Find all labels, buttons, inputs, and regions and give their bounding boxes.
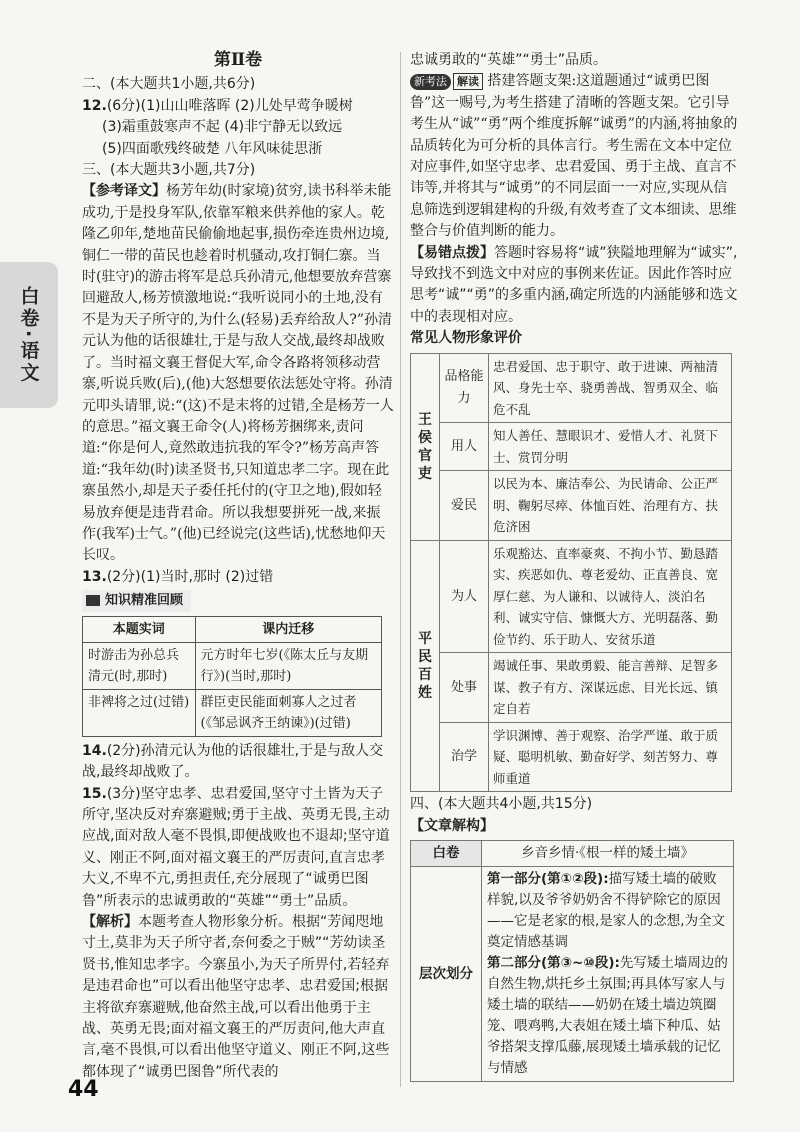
q15-continuation: 忠诚勇敢的“英雄”“勇士”品质。 (410, 52, 608, 68)
common-evaluation-title: 常见人物形象评价 (410, 330, 522, 347)
part-2: 第二部分(第③~⑩段):先写矮土墙周边的自然生物,烘托乡土氛围;再具体写家人与矮土墙的联结——奶奶在矮土墙边筑圈笼、喂鸡鸭,大表姐在矮土墙下种瓜、姑爷搭架支撑瓜藤,展现矮土墙承载的记忆与情感 (487, 955, 728, 1076)
trait-list-cell: 乐观豁达、直率豪爽、不拘小节、勤恳踏实、疾恶如仇、尊老爱幼、正直善良、宽厚仁慈、为人谦和、以诚待人、淡泊名利、诚实守信、慷慨大方、光明磊落、勤俭节约、乐于助人、安贫乐道 (489, 540, 732, 653)
section-3-heading: 三、(本大题共3小题,共7分) (82, 162, 256, 179)
trait-list-cell: 竭诚任事、果敢勇毅、能言善辩、足智多谋、教子有方、深谋远虑、目光长远、镇定自若 (489, 653, 732, 723)
subcategory-cell: 为人 (440, 540, 489, 653)
table-row (411, 867, 734, 1082)
read-tag: 解读 (453, 73, 483, 90)
section-2-heading: 二、(本大题共1小题,共6分) (82, 76, 256, 93)
subcategory-cell: 爱民 (440, 471, 489, 541)
table-cell: 元方时年七岁(《陈太丘与友期行》)(当时,那时) (195, 642, 381, 689)
left-column (82, 50, 394, 1083)
table-row (411, 540, 732, 653)
table-cell: 非裨将之过(过错) (83, 689, 196, 736)
table-cell: 时游击为孙总兵清元(时,那时) (83, 642, 196, 689)
table-header-cell: 本题实词 (83, 616, 196, 642)
table-row (411, 423, 732, 471)
trait-list-cell: 以民为本、廉洁奉公、为民请命、公正严明、鞠躬尽瘁、体恤百姓、治理有方、扶危济困 (489, 471, 732, 541)
table-cell (482, 867, 734, 1082)
table-header-cell: 课内迁移 (195, 616, 381, 642)
subcategory-cell: 品格能力 (440, 353, 489, 423)
table-row (411, 471, 732, 541)
q12-line-3: (5)四面歌残终破楚 八年风味徒思浙 (102, 140, 323, 157)
part-1: 第一部分(第①②段):描写矮土墙的破败样貌,以及爷爷奶奶舍不得铲除它的原因——它是老家的根,是家人的念想,为全文奠定情感基调 (487, 871, 726, 950)
error-tip: 【易错点拨】答题时容易将“诚”狭隘地理解为“诚实”,导致找不到选文中对应的事例来佐证。因此作答时应思考“诚”“勇”的多重内涵,确定所选的内涵能够和选文中的表现相对应。 (410, 244, 738, 325)
trait-list-cell: 知人善任、慧眼识才、爱惜人才、礼贤下士、赏罚分明 (489, 423, 732, 471)
subcategory-cell: 处事 (440, 653, 489, 723)
table-cell: 乡音乡情·《根一样的矮土墙》 (482, 841, 734, 867)
column-divider (400, 52, 401, 1087)
trait-list-cell: 学识渊博、善于观察、治学严谨、敢于质疑、聪明机敏、勤奋好学、刻苦努力、尊师重道 (489, 722, 732, 792)
table-row (411, 353, 732, 423)
table-cell-label: 层次划分 (411, 867, 482, 1082)
table-cell-label: 白卷 (411, 841, 482, 867)
table-cell: 群臣吏民能面刺寡人之过者(《邹忌讽齐王纳谏》)(过错) (195, 689, 381, 736)
table-row (83, 642, 382, 689)
book-icon (86, 595, 100, 606)
table-row (411, 722, 732, 792)
page-number: 44 (68, 1077, 99, 1102)
knowledge-review-badge: 知识精准回顾 (82, 590, 191, 611)
subcategory-cell: 用人 (440, 423, 489, 471)
structure-label: 【文章解构】 (410, 817, 494, 834)
table-row (411, 653, 732, 723)
table-row (411, 841, 734, 867)
q15-analysis: 【解析】本题考查人物形象分析。根据“芳闻咫地寸土,莫非为天子所守者,奈何委之于贼”“芳幼读圣贤书,惟知忠孝字。今寨虽小,为天子所畀付,若轻弃是违君命也”可以看出他坚守忠孝、忠君爱国;根据主将欲弃寨避贼,他奋然主战,可以看出他勇于主战、英勇无畏;面对福文襄王的严厉责问,他大声直言,毫不畏惧,可以看出他坚守道义、刚正不阿,这些都体现了“诚勇巴图鲁”所代表的 (82, 914, 390, 1080)
subcategory-cell: 治学 (440, 722, 489, 792)
q13: 13.(2分)(1)当时,那时 (2)过错 (82, 568, 274, 585)
table-header-row (83, 616, 382, 642)
q15: 15.(3分)坚守忠孝、忠君爱国,坚守寸土皆为天子所守,坚决反对弃寨避贼;勇于主战、英勇无畏,主动应战,面对敌人毫不畏惧,即便战败也不退却;坚守道义、刚正不阿,面对福文襄王的严厉责问,直言忠孝大义,不卑不亢,勇担责任,充分展现了“诚勇巴图鲁”所表示的忠诚勇敢的“英雄”“勇士”品质。 (82, 785, 390, 909)
trait-list-cell: 忠君爱国、忠于职守、敢于进谏、两袖清风、身先士卒、骁勇善战、智勇双全、临危不乱 (489, 353, 732, 423)
table-row (83, 689, 382, 736)
q14: 14.(2分)孙清元认为他的话很雄壮,于是与敌人交战,最终却战败了。 (82, 742, 384, 781)
side-tab-label: 白卷·语文 (17, 285, 40, 385)
structure-table (410, 840, 734, 1082)
side-tab (0, 262, 58, 408)
new-method-note: 新考法 解读 搭建答题支架:这道题通过“诚勇巴图鲁”这一赐号,为考生搭建了清晰的答题支架。它引导考生从“诚”“勇”两个维度拆解“诚勇”的内涵,将抽象的品质转化为可分析的具体言行。考生需在文本中定位对应事件,如坚守忠孝、忠君爱国、勇于主战、直言不讳等,并将其与“诚勇”的不同层面一一对应,实现从信息筛选到逻辑建构的升级,有效考查了文本细读、思维整合与价值判断的能力。 (410, 73, 738, 240)
q13-word-table (82, 616, 382, 737)
q12-line-1: 12.(6分)(1)山山唯落晖 (2)儿处早莺争暖树 (82, 97, 353, 114)
reference-translation: 【参考译文】杨芳年幼(时家境)贫穷,读书科举未能成功,于是投身军队,依靠军粮来供养他的家人。乾隆乙卯年,楚地苗民偷偷地起事,损伤牵连贵州边境,铜仁一带的苗民也趁着时机骚动,攻打铜仁寨。当时(驻守)的游击将军是总兵孙清元,他想要放弃营寨回避敌人,杨芳愤激地说:“我听说同小的土地,没有不是为天子所守的,为什么(轻易)丢弃给敌人?”孙清元认为他的话很雄壮,于是与敌人交战,最终却战败了。当时福文襄王督促大军,命令各路将领移动营寨,听说兵败(后),(他)大怒想要依法惩处守将。孙清元叩头请罪,说:“(这)不是末将的过错,全是杨芳一人的意思。”福文襄王命令(人)将杨芳捆绑来,责问道:“你是何人,竟然敢违抗我的军令?”杨芳高声答道:“我年幼(时)读圣贤书,只知道忠孝二字。现在此寨虽然小,却是天子委任托付的(守卫之地),假如轻易放弃便是违背君命。所以我想要拼死一战,来振作(我军)士气。”(他)已经说完(这些话),忧愁地仰天长叹。 (82, 183, 394, 564)
category-cell: 王侯官吏 (411, 353, 440, 540)
right-column (410, 50, 738, 1082)
section-title: 第Ⅱ卷 (213, 50, 263, 70)
character-evaluation-table (410, 353, 732, 793)
category-cell: 平民百姓 (411, 540, 440, 792)
section-4-heading: 四、(本大题共4小题,共15分) (410, 796, 593, 813)
q12-line-2: (3)霜重鼓寒声不起 (4)非宁静无以致远 (102, 119, 343, 136)
new-method-tag: 新考法 (410, 74, 451, 90)
